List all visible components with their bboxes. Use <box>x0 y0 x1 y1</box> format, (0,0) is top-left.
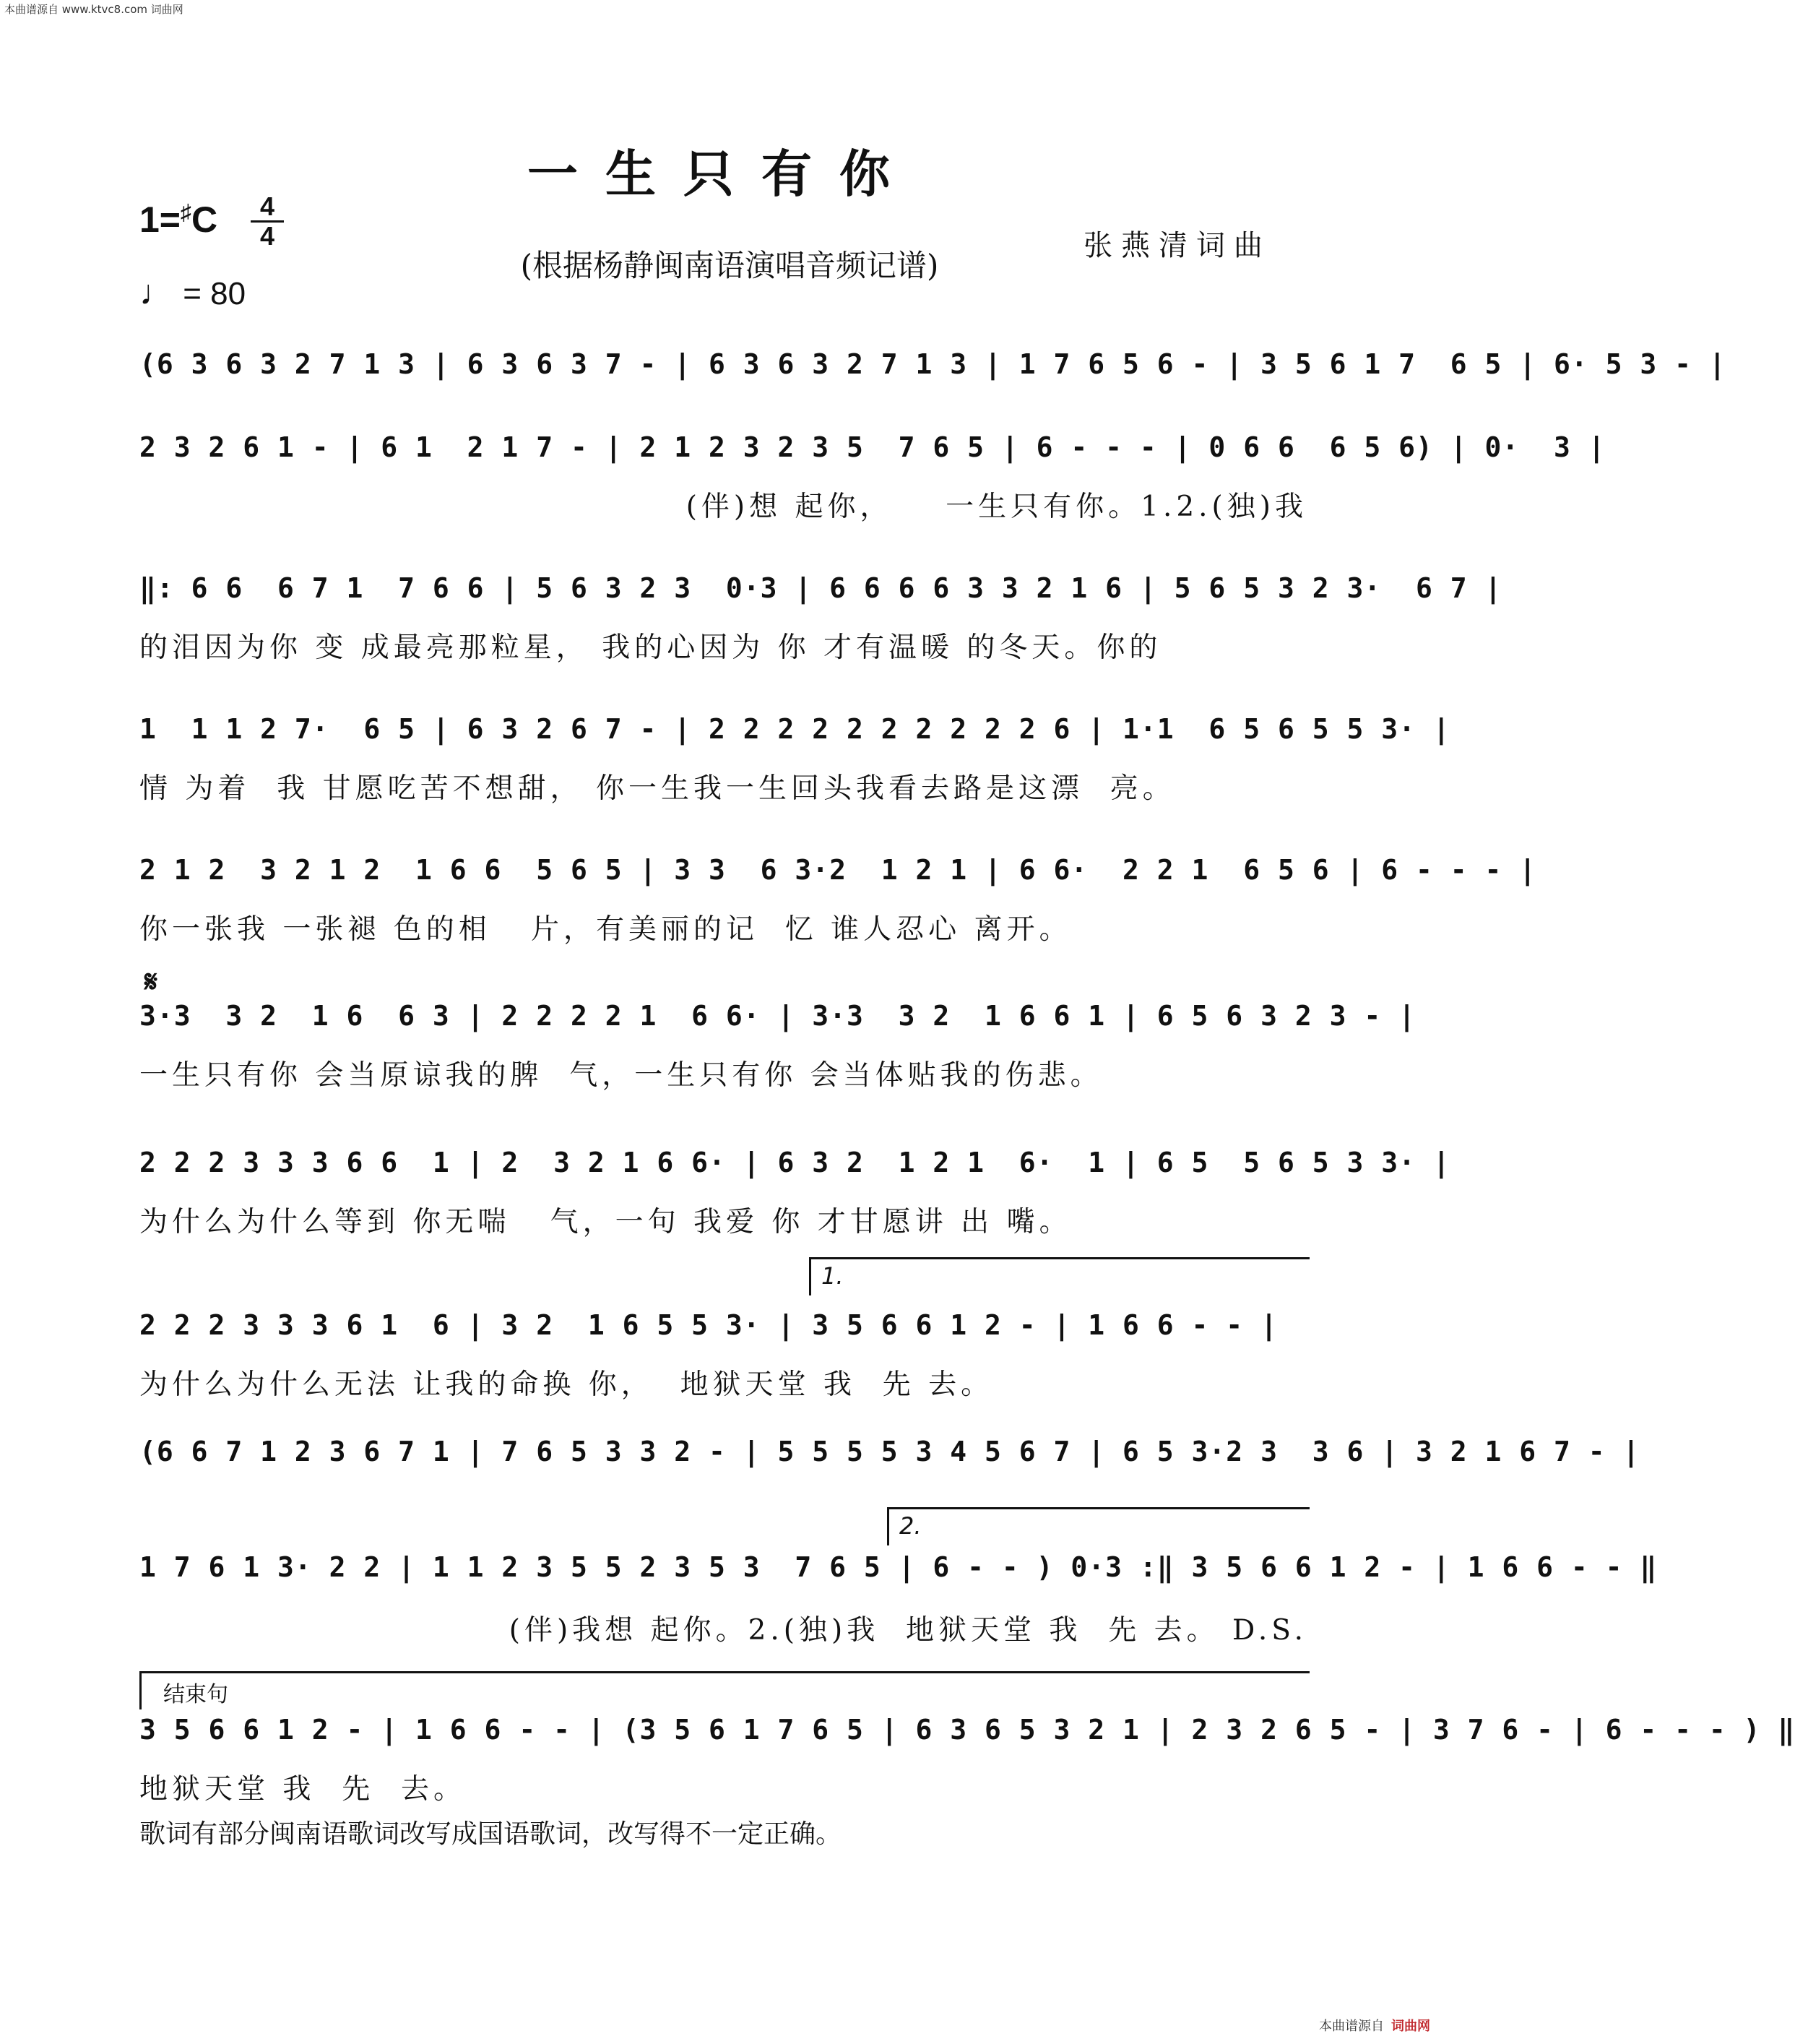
volta-1-label: 1. <box>821 1262 844 1290</box>
notation: ‖: 6 6 6 7 1 7 6 6 | 5 6 3 2 3 0·3 | 6 6 6 6 3 3 2 1 6 | 5 6 5 3 2 3· 6 7 | <box>139 572 1502 604</box>
volta-bracket-2 <box>887 1507 1310 1545</box>
lyrics: 的泪因为你 变 成最亮那粒星， 我的心因为 你 才有温暖 的冬天。你的 <box>139 631 1162 664</box>
notation: 2 2 2 3 3 3 6 1 6 | 3 2 1 6 5 5 3· | 3 5 6 6 1 2 - | 1 6 6 - - | <box>139 1309 1278 1341</box>
notation: 2 3 2 6 1 - | 6 1 2 1 7 - | 2 1 2 3 2 3 5 7 6 5 | 6 - - - | 0 6 6 6 5 6) | 0· 3 | <box>139 431 1606 463</box>
score-line <box>139 1427 1640 1506</box>
ending-bracket <box>139 1671 1310 1709</box>
footer-source: 本曲谱源自 <box>1319 2019 1384 2034</box>
key-prefix: 1= <box>139 199 181 240</box>
time-numerator: 4 <box>259 191 275 221</box>
lyrics: (伴)想 起你， 一生只有你。1.2.(独)我 <box>685 491 1307 523</box>
footnote: 歌词有部分闽南语歌词改写成国语歌词，改写得不一定正确。 <box>139 1819 842 1848</box>
notation: 3 5 6 6 1 2 - | 1 6 6 - - | (3 5 6 1 7 6 5 | 6 3 6 5 3 2 1 | 2 3 2 6 5 - | 3 7 6 - | 6 - - - ) ‖ <box>139 1714 1795 1746</box>
score-line <box>139 991 1416 1100</box>
lyrics: 地狱天堂 我 先 去。 <box>139 1773 466 1806</box>
lyrics: 你一张我 一张褪 色的相 片，有美丽的记 忆 谁人忍心 离开。 <box>139 913 1072 946</box>
lyrics: 为什么为什么无法 让我的命换 你， 地狱天堂 我 先 去。 <box>139 1368 994 1401</box>
score-line <box>139 1301 1307 1409</box>
notation: 3·3 3 2 1 6 6 3 | 2 2 2 2 1 6 6· | 3·3 3 2 1 6 6 1 | 6 5 6 3 2 3 - | <box>139 1000 1416 1032</box>
key-signature <box>139 199 217 241</box>
notation: 2 1 2 3 2 1 2 1 6 6 5 6 5 | 3 3 6 3·2 1 2 1 | 6 6· 2 2 1 6 5 6 | 6 - - - | <box>139 854 1537 886</box>
lyrics: 情 为着 我 甘愿吃苦不想甜， 你一生我一生回头我看去路是这漂 亮。 <box>139 772 1175 805</box>
time-denominator: 4 <box>259 221 275 251</box>
score-line <box>139 704 1450 813</box>
notation: (6 3 6 3 2 7 1 3 | 6 3 6 3 7 - | 6 3 6 3 2 7 1 3 | 1 7 6 5 6 - | 3 5 6 1 7 6 5 | 6· 5 3 - | <box>139 348 1726 380</box>
score-line <box>139 564 1502 672</box>
time-signature <box>251 191 284 251</box>
quarter-note-icon: ♩ <box>139 274 174 312</box>
ending-label: 结束句 <box>163 1682 228 1707</box>
notation: 2 2 2 3 3 3 6 6 1 | 2 3 2 1 6 6· | 6 3 2 1 2 1 6· 1 | 6 5 5 6 5 3 3· | <box>139 1147 1450 1178</box>
score-line <box>139 845 1537 954</box>
score-line <box>139 1705 1795 1814</box>
lyrics: 一生只有你 会当原谅我的脾 气，一生只有你 会当体贴我的伤悲。 <box>139 1059 1103 1092</box>
key-note: C <box>191 199 218 240</box>
score-line <box>139 340 1726 426</box>
composer-credit: 张燕清词曲 <box>1084 229 1271 262</box>
lyrics: 为什么为什么等到 你无喘 气，一句 我爱 你 才甘愿讲 出 嘴。 <box>139 1206 1072 1238</box>
lyrics: (伴)我想 起你。2.(独)我 地狱天堂 我 先 去。 D.S. <box>509 1614 1307 1647</box>
volta-2-label: 2. <box>899 1512 922 1540</box>
tempo-value: = 80 <box>183 276 246 311</box>
notation: 1 7 6 1 3· 2 2 | 1 1 2 3 5 5 2 3 5 3 7 6 5 | 6 - - ) 0·3 :‖ 3 5 6 6 1 2 - | 1 6 6 - - ‖ <box>139 1551 1658 1583</box>
notation: 1 1 1 2 7· 6 5 | 6 3 2 6 7 - | 2 2 2 2 2 2 2 2 2 2 6 | 1·1 6 5 6 5 5 3· | <box>139 713 1450 745</box>
score-line <box>139 423 1606 531</box>
song-title: 一生只有你 <box>527 144 917 204</box>
score-line <box>139 1138 1450 1246</box>
footer-watermark <box>1319 2016 1430 2035</box>
notation: (6 6 7 1 2 3 6 7 1 | 7 6 5 3 3 2 - | 5 5 5 5 3 4 5 6 7 | 6 5 3·2 3 3 6 | 3 2 1 6 7 - | <box>139 1436 1640 1467</box>
segno-icon: 𝄋 <box>144 964 158 999</box>
subtitle: (根据杨静闽南语演唱音频记谱) <box>520 248 939 283</box>
site-logo: 词曲网 <box>1391 2019 1430 2034</box>
sharp-icon: ♯ <box>181 200 192 225</box>
source-watermark: 本曲谱源自 www.ktvc8.com 词曲网 <box>4 3 183 16</box>
score-line <box>139 1543 1658 1651</box>
volta-bracket-1 <box>809 1257 1310 1295</box>
